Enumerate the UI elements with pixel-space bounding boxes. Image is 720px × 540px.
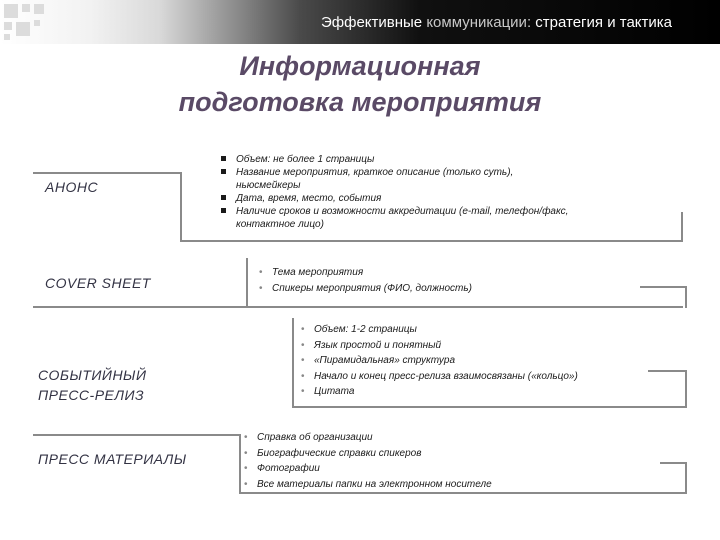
dot-bullet-icon: • <box>244 463 248 474</box>
list-item: • Фотографии <box>241 461 641 477</box>
announce-label: АНОНС <box>45 179 99 195</box>
cover-list <box>256 265 586 296</box>
release-label <box>38 365 146 405</box>
announce-end-tick <box>681 212 683 242</box>
list-item: Название мероприятия, краткое описание (только суть), ньюсмейкеры <box>220 166 580 192</box>
announce-bottom-line <box>180 240 682 242</box>
list-item: • «Пирамидальная» структура <box>298 353 678 369</box>
cover-label: COVER SHEET <box>45 275 151 291</box>
decorative-squares <box>0 0 60 44</box>
square-bullet-icon <box>221 156 226 161</box>
release-label-line2: ПРЕСС-РЕЛИЗ <box>38 387 145 403</box>
cover-connector <box>246 258 248 308</box>
materials-top-line <box>33 434 241 436</box>
list-item: • Цитата <box>298 384 678 400</box>
release-connector <box>292 318 294 408</box>
square-bullet-icon <box>221 195 226 200</box>
dot-bullet-icon: • <box>301 386 305 397</box>
header-title-part3: стратегия и тактика <box>535 14 672 31</box>
dot-bullet-icon: • <box>259 267 263 278</box>
release-label-line1: СОБЫТИЙНЫЙ <box>38 367 147 383</box>
dot-bullet-icon: • <box>301 339 305 351</box>
release-bottom-line <box>292 406 687 408</box>
release-end-tick <box>685 370 687 408</box>
materials-bottom-line <box>239 492 687 494</box>
slide-title-line2: подготовка мероприятия <box>178 87 542 117</box>
release-list <box>298 322 678 400</box>
list-item: • Тема мероприятия <box>256 265 586 281</box>
materials-end-tick <box>685 462 687 494</box>
dot-bullet-icon: • <box>301 370 305 382</box>
announce-list <box>220 153 580 231</box>
list-item: • Начало и конец пресс-релиза взаимосвязаны («кольцо») <box>298 369 678 385</box>
list-item: • Объем: 1-2 страницы <box>298 322 678 338</box>
dot-bullet-icon: • <box>244 432 248 443</box>
materials-end-line <box>660 462 686 464</box>
list-item: • Спикеры мероприятия (ФИО, должность) <box>256 281 586 297</box>
cover-bottom-line <box>33 306 683 308</box>
dot-bullet-icon: • <box>244 447 248 459</box>
square-bullet-icon <box>221 208 226 213</box>
dot-bullet-icon: • <box>244 478 248 490</box>
header-title-part1: Эффективные <box>320 14 423 31</box>
materials-list <box>241 430 641 492</box>
list-item: Объем: не более 1 страницы <box>220 153 580 166</box>
cover-end-line <box>640 286 686 288</box>
slide-title <box>0 48 720 120</box>
list-item: Дата, время, место, события <box>220 192 580 205</box>
list-item: • Все материалы папки на электронном носителе <box>241 477 641 493</box>
list-item: • Язык простой и понятный <box>298 338 678 354</box>
cover-end-tick <box>685 286 687 308</box>
announce-top-line <box>33 172 182 174</box>
square-bullet-icon <box>221 169 226 174</box>
dot-bullet-icon: • <box>301 324 305 335</box>
dot-bullet-icon: • <box>259 282 263 294</box>
list-item: Наличие сроков и возможности аккредитации (e-mail, телефон/факс, контактное лицо) <box>220 205 580 231</box>
header-title-part2: коммуникации: <box>426 14 532 31</box>
list-item: • Справка об организации <box>241 430 641 446</box>
list-item: • Биографические справки спикеров <box>241 446 641 462</box>
slide-title-line1: Информационная <box>239 51 481 81</box>
header-title <box>321 14 672 31</box>
dot-bullet-icon: • <box>301 355 305 366</box>
materials-label: ПРЕСС МАТЕРИАЛЫ <box>38 451 187 467</box>
announce-connector <box>180 172 182 242</box>
